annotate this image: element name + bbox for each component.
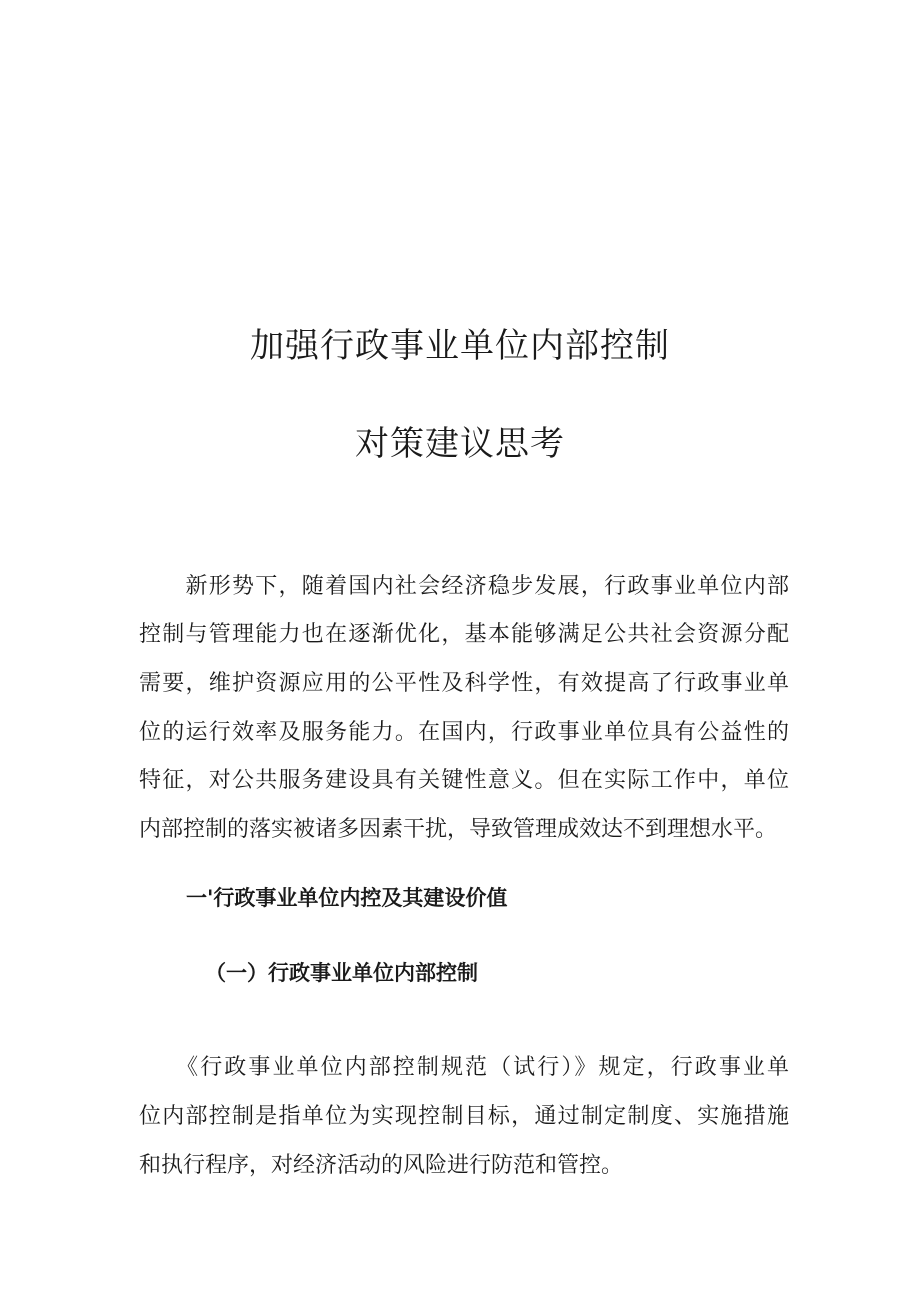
document-title-line-2: 对策建议思考: [355, 424, 565, 464]
document-title-line-1: 加强行政事业单位内部控制: [250, 326, 670, 366]
intro-paragraph-line: 需要，维护资源应用的公平性及科学性，有效提高了行政事业单: [139, 671, 789, 696]
intro-paragraph-line: 内部控制的落实被诸多因素干扰，导致管理成效达不到理想水平。: [139, 817, 778, 842]
definition-paragraph-line: 《行政事业单位内部控制规范（试行）》规定，行政事业单: [139, 1055, 789, 1080]
intro-paragraph-line: 特征，对公共服务建设具有关键性意义。但在实际工作中，单位: [139, 768, 789, 793]
definition-paragraph-line: 和执行程序，对经济活动的风险进行防范和管控。: [139, 1153, 624, 1178]
definition-paragraph-line: 位内部控制是指单位为实现控制目标，通过制定制度、实施措施: [139, 1104, 789, 1129]
subsection-heading: （一）行政事业单位内部控制: [205, 961, 478, 985]
intro-paragraph-line: 新形势下，随着国内社会经济稳步发展，行政事业单位内部: [139, 574, 789, 599]
section-heading: 一'行政事业单位内控及其建设价值: [186, 886, 508, 910]
intro-paragraph-line: 控制与管理能力也在逐渐优化，基本能够满足公共社会资源分配: [139, 622, 789, 647]
intro-paragraph-line: 位的运行效率及服务能力。在国内，行政事业单位具有公益性的: [139, 720, 789, 745]
